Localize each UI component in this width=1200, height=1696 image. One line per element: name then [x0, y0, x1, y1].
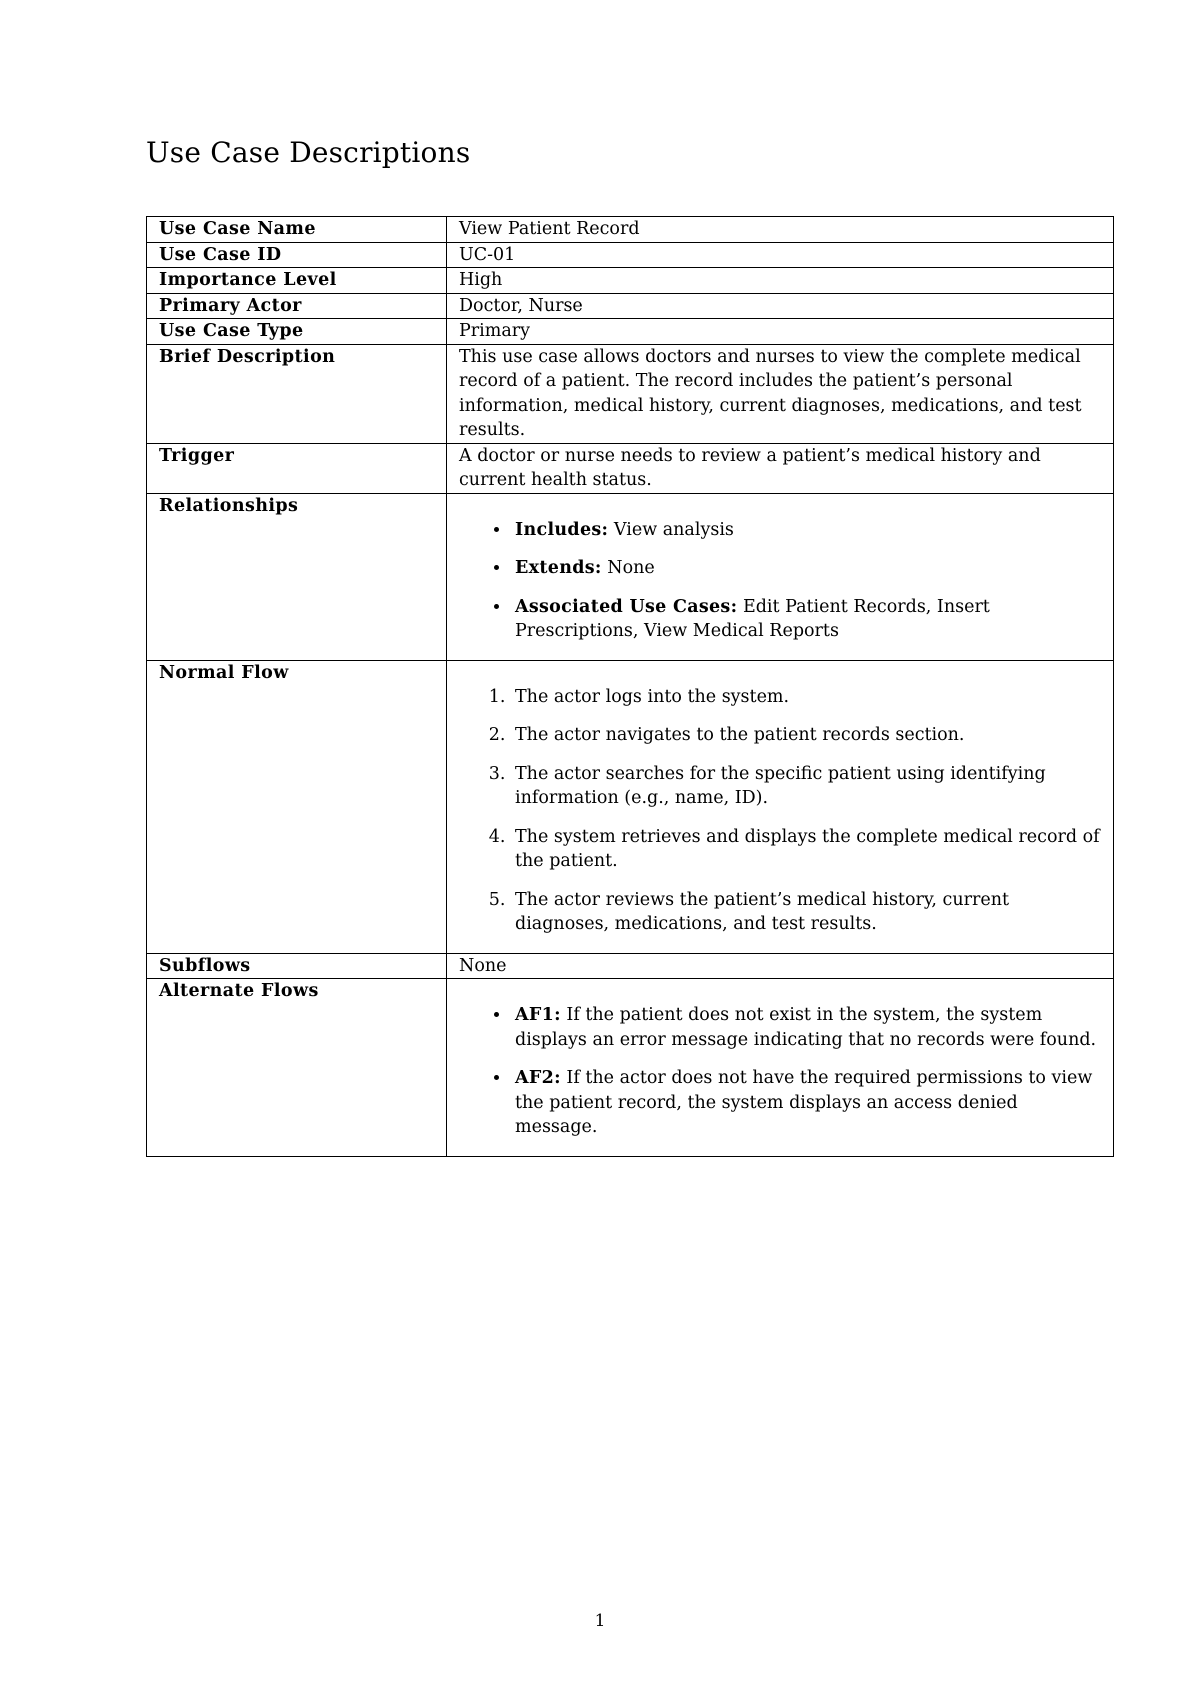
row-brief-description: [147, 344, 1114, 443]
row-value: Doctor, Nurse: [447, 293, 1114, 319]
row-label: Normal Flow: [147, 660, 447, 953]
row-value: View Patient Record: [447, 217, 1114, 243]
row-value: None: [447, 953, 1114, 979]
relationships-cell: [447, 493, 1114, 660]
alternate-flows-list: [459, 1003, 1101, 1140]
item-text: None: [607, 558, 655, 578]
use-case-table: [146, 216, 1114, 1157]
row-value: This use case allows doctors and nurses to view the complete medical record of a patient. The record includes the patient’s personal information, medical history, current diagnoses, medications, and test results.: [447, 344, 1114, 443]
row-label: Trigger: [147, 443, 447, 493]
row-label: Brief Description: [147, 344, 447, 443]
list-item: [511, 518, 1101, 543]
row-normal-flow: [147, 660, 1114, 953]
list-item: 4. The system retrieves and displays the complete medical record of the patient.: [511, 825, 1101, 874]
list-item: 3. The actor searches for the specific patient using identifying information (e.g., name, ID).: [511, 762, 1101, 811]
normal-flow-cell: [447, 660, 1114, 953]
normal-flow-steps: [459, 685, 1101, 937]
row-value: UC-01: [447, 242, 1114, 268]
item-key: AF2:: [515, 1068, 561, 1088]
row-label: Primary Actor: [147, 293, 447, 319]
list-item: 2. The actor navigates to the patient records section.: [511, 723, 1101, 748]
row-value: Primary: [447, 319, 1114, 345]
row-alternate-flows: [147, 979, 1114, 1157]
item-text: If the patient does not exist in the system, the system displays an error message indicating that no records were found.: [515, 1005, 1097, 1050]
row-relationships: [147, 493, 1114, 660]
row-primary-actor: [147, 293, 1114, 319]
row-label: Subflows: [147, 953, 447, 979]
list-item: [511, 1066, 1101, 1140]
page-number: 1: [594, 1611, 606, 1631]
list-item: [511, 1003, 1101, 1052]
item-text: View analysis: [613, 519, 734, 540]
row-label: Importance Level: [147, 268, 447, 294]
item-key: AF1:: [515, 1005, 561, 1025]
row-label: Use Case Type: [147, 319, 447, 345]
alternate-flows-cell: [447, 979, 1114, 1157]
item-text: If the actor does not have the required permissions to view the patient record, the system displays an access denied message.: [515, 1068, 1093, 1137]
row-use-case-name: [147, 217, 1114, 243]
list-item: [511, 556, 1101, 581]
row-label: Alternate Flows: [147, 979, 447, 1157]
row-value: High: [447, 268, 1114, 294]
row-use-case-type: [147, 319, 1114, 345]
item-text: Edit Patient Records, Insert Prescriptions, View Medical Reports: [515, 596, 990, 641]
item-key: Includes:: [515, 519, 609, 540]
row-label: Use Case Name: [147, 217, 447, 243]
list-item: [511, 595, 1101, 644]
row-subflows: [147, 953, 1114, 979]
list-item: 1. The actor logs into the system.: [511, 685, 1101, 710]
row-trigger: [147, 443, 1114, 493]
row-importance-level: [147, 268, 1114, 294]
row-use-case-id: [147, 242, 1114, 268]
row-label: Relationships: [147, 493, 447, 660]
item-key: Extends:: [515, 558, 602, 578]
item-key: Associated Use Cases:: [515, 596, 738, 617]
list-item: 5. The actor reviews the patient’s medical history, current diagnoses, medications, and test results.: [511, 888, 1101, 937]
row-label: Use Case ID: [147, 242, 447, 268]
row-value: A doctor or nurse needs to review a patient’s medical history and current health status.: [447, 443, 1114, 493]
page-title: Use Case Descriptions: [146, 136, 471, 169]
relationships-list: [459, 518, 1101, 644]
